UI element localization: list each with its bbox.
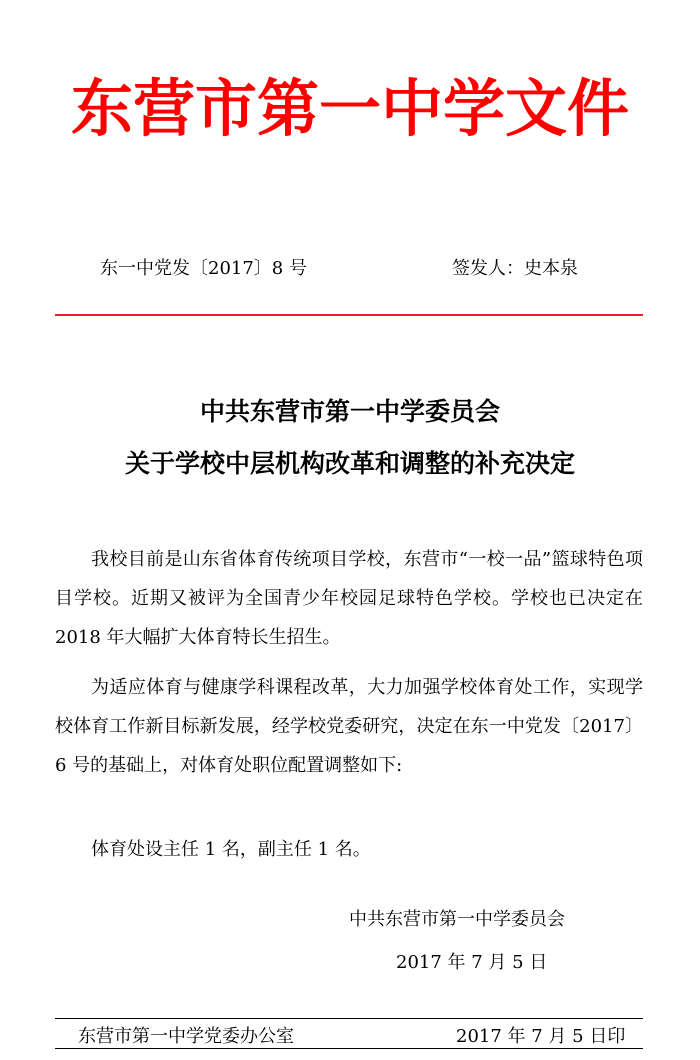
footer-top-rule	[55, 1018, 643, 1019]
document-title-line-1: 中共东营市第一中学委员会	[199, 397, 500, 426]
body-paragraph-text: 我校目前是山东省体育传统项目学校，东营市“一校一品”篮球特色项目学校。近期又被评为全国青少年校园足球特色学校。学校也已决定在 2018 年大幅扩大体育特长生招生。	[55, 549, 643, 648]
document-number: 东一中党发〔2017〕8 号	[100, 258, 307, 279]
document-signer: 签发人：史本泉	[452, 258, 578, 279]
body-paragraph-text: 体育处设主任 1 名，副主任 1 名。	[91, 839, 371, 860]
document-masthead: 东营市第一中学文件	[70, 72, 629, 145]
document-title-line-2: 关于学校中层机构改革和调整的补充决定	[124, 449, 575, 478]
signature-organization: 中共东营市第一中学委员会	[349, 909, 565, 930]
body-paragraph-1	[55, 540, 643, 657]
footer-bottom-rule	[55, 1048, 643, 1049]
signature-date: 2017 年 7 月 5 日	[396, 952, 548, 973]
footer-office: 东营市第一中学党委办公室	[78, 1026, 294, 1047]
body-paragraph-2	[55, 668, 643, 785]
red-divider-line	[55, 314, 643, 316]
body-paragraph-text: 为适应体育与健康学科课程改革，大力加强学校体育处工作，实现学校体育工作新目标新发展，经学校党委研究，决定在东一中党发〔2017〕6 号的基础上，对体育处职位配置调整如下:	[55, 677, 643, 776]
body-paragraph-3	[55, 830, 643, 869]
footer-print-date: 2017 年 7 月 5 日印	[456, 1026, 626, 1047]
